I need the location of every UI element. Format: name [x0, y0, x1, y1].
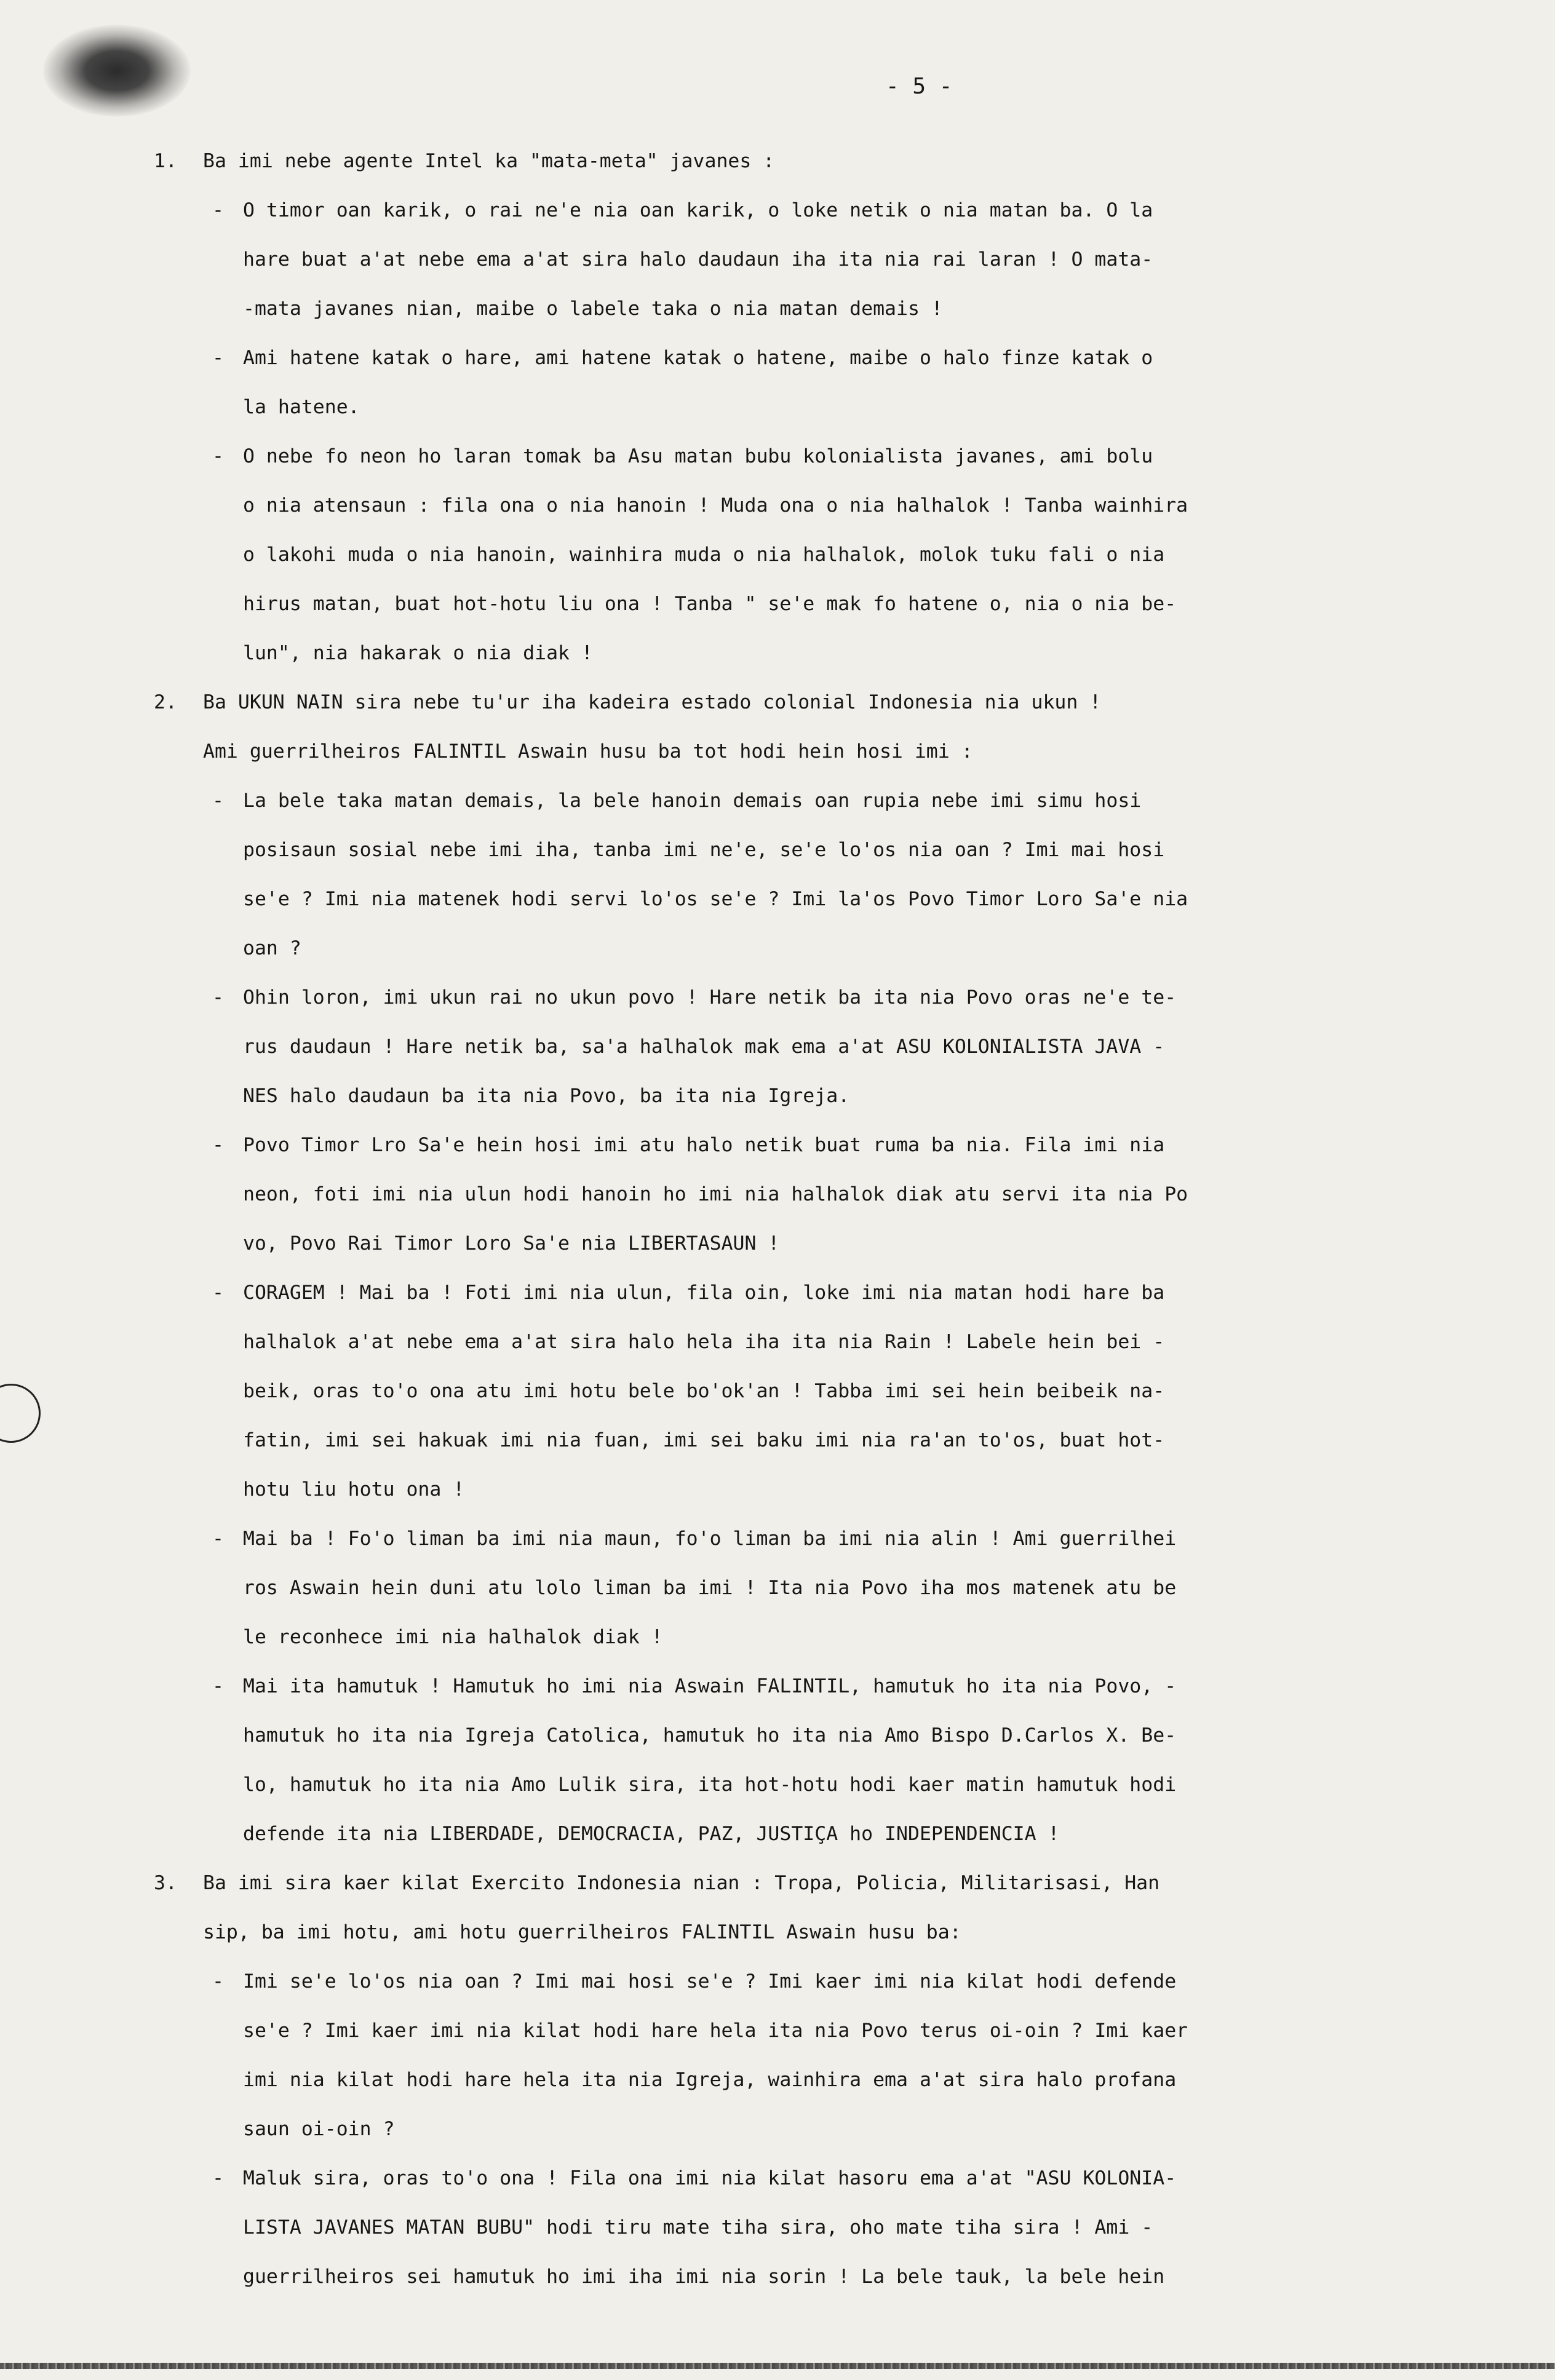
section-number: 1.	[154, 150, 177, 172]
section-heading-text: Ba UKUN NAIN sira nebe tu'ur iha kadeira estado colonial Indonesia nia ukun !	[203, 691, 1102, 713]
document-body	[154, 137, 1507, 2301]
punch-hole-mark	[0, 1384, 41, 1443]
text-line: -mata javanes nian, maibe o labele taka o nia matan demais !	[243, 298, 943, 320]
text-line: neon, foti imi nia ulun hodi hanoin ho imi nia halhalok diak atu servi ita nia Po	[243, 1183, 1188, 1205]
bullet-paragraph	[154, 776, 1507, 973]
text-line: se'e ? Imi kaer imi nia kilat hodi hare hela ita nia Povo terus oi-oin ? Imi kaer	[243, 2020, 1188, 2042]
text-line: CORAGEM ! Mai ba ! Foti imi nia ulun, fila oin, loke imi nia matan hodi hare ba	[243, 1282, 1165, 1304]
text-line: La bele taka matan demais, la bele hanoin demais oan rupia nebe imi simu hosi	[243, 790, 1142, 812]
text-line: defende ita nia LIBERDADE, DEMOCRACIA, PAZ, JUSTIÇA ho INDEPENDENCIA !	[243, 1823, 1060, 1845]
text-line: saun oi-oin ?	[243, 2118, 395, 2140]
text-line: hare buat a'at nebe ema a'at sira halo daudaun iha ita nia rai laran ! O mata-	[243, 248, 1153, 271]
text-line: LISTA JAVANES MATAN BUBU" hodi tiru mate tiha sira, oho mate tiha sira ! Ami -	[243, 2216, 1153, 2239]
bullet-dash-icon: -	[212, 1528, 224, 1550]
bullet-dash-icon: -	[212, 1970, 224, 1993]
text-line: lun", nia hakarak o nia diak !	[243, 642, 593, 664]
section-heading	[154, 678, 1507, 727]
section-number: 2.	[154, 691, 177, 713]
section-heading-text: Ba imi sira kaer kilat Exercito Indonesia nian : Tropa, Policia, Militarisasi, Han	[203, 1872, 1160, 1894]
text-line: Mai ba ! Fo'o liman ba imi nia maun, fo'o liman ba imi nia alin ! Ami guerrilhei	[243, 1528, 1177, 1550]
bullet-paragraph	[154, 973, 1507, 1121]
text-line: rus daudaun ! Hare netik ba, sa'a halhalok mak ema a'at ASU KOLONIALISTA JAVA -	[243, 1036, 1165, 1058]
text-line: o nia atensaun : fila ona o nia hanoin ! Muda ona o nia halhalok ! Tanba wainhira	[243, 494, 1188, 517]
bullet-paragraph	[154, 1121, 1507, 1268]
bullet-dash-icon: -	[212, 2167, 224, 2189]
bullet-dash-icon: -	[212, 199, 224, 221]
text-line: beik, oras to'o ona atu imi hotu bele bo'ok'an ! Tabba imi sei hein beibeik na-	[243, 1380, 1165, 1402]
bullet-dash-icon: -	[212, 1134, 224, 1156]
text-line: Ohin loron, imi ukun rai no ukun povo ! Hare netik ba ita nia Povo oras ne'e te-	[243, 986, 1177, 1009]
bullet-paragraph	[154, 333, 1507, 432]
page-number: - 5 -	[886, 74, 953, 99]
text-line: Imi se'e lo'os nia oan ? Imi mai hosi se'e ? Imi kaer imi nia kilat hodi defende	[243, 1970, 1177, 1993]
bullet-dash-icon: -	[212, 347, 224, 369]
bullet-dash-icon: -	[212, 790, 224, 812]
bullet-dash-icon: -	[212, 1675, 224, 1697]
text-line: o lakohi muda o nia hanoin, wainhira muda o nia halhalok, molok tuku fali o nia	[243, 544, 1165, 566]
bullet-dash-icon: -	[212, 445, 224, 467]
bullet-paragraph	[154, 1514, 1507, 1662]
text-line: hotu liu hotu ona !	[243, 1478, 465, 1501]
section-subheading	[154, 727, 1507, 776]
bullet-paragraph	[154, 432, 1507, 678]
text-line: lo, hamutuk ho ita nia Amo Lulik sira, ita hot-hotu hodi kaer matin hamutuk hodi	[243, 1774, 1177, 1796]
section-3	[154, 1858, 1507, 2301]
bullet-paragraph	[154, 186, 1507, 333]
bullet-paragraph	[154, 1662, 1507, 1858]
section-subheading-text: Ami guerrilheiros FALINTIL Aswain husu ba tot hodi hein hosi imi :	[203, 740, 973, 763]
text-line: fatin, imi sei hakuak imi nia fuan, imi sei baku imi nia ra'an to'os, buat hot-	[243, 1429, 1165, 1451]
text-line: Maluk sira, oras to'o ona ! Fila ona imi nia kilat hasoru ema a'at "ASU KOLONIA-	[243, 2167, 1177, 2189]
bullet-dash-icon: -	[212, 1282, 224, 1304]
bullet-paragraph	[154, 1957, 1507, 2154]
text-line: hamutuk ho ita nia Igreja Catolica, hamutuk ho ita nia Amo Bispo D.Carlos X. Be-	[243, 1724, 1177, 1747]
text-line: NES halo daudaun ba ita nia Povo, ba ita nia Igreja.	[243, 1085, 850, 1107]
text-line: guerrilheiros sei hamutuk ho imi iha imi nia sorin ! La bele tauk, la bele hein	[243, 2266, 1165, 2288]
text-line: le reconhece imi nia halhalok diak !	[243, 1626, 663, 1648]
section-heading	[154, 137, 1507, 186]
section-subheading-text: sip, ba imi hotu, ami hotu guerrilheiros FALINTIL Aswain husu ba:	[203, 1921, 961, 1943]
section-heading-text: Ba imi nebe agente Intel ka "mata-meta" javanes :	[203, 150, 775, 172]
text-line: la hatene.	[243, 396, 360, 418]
bullet-paragraph	[154, 2154, 1507, 2301]
text-line: oan ?	[243, 937, 301, 959]
bullet-paragraph	[154, 1268, 1507, 1514]
text-line: imi nia kilat hodi hare hela ita nia Igreja, wainhira ema a'at sira halo profana	[243, 2069, 1177, 2091]
text-line: Povo Timor Lro Sa'e hein hosi imi atu halo netik buat ruma ba nia. Fila imi nia	[243, 1134, 1165, 1156]
section-subheading	[154, 1908, 1507, 1957]
text-line: O timor oan karik, o rai ne'e nia oan karik, o loke netik o nia matan ba. O la	[243, 199, 1153, 221]
text-line: Mai ita hamutuk ! Hamutuk ho imi nia Aswain FALINTIL, hamutuk ho ita nia Povo, -	[243, 1675, 1177, 1697]
section-1	[154, 137, 1507, 678]
bullet-dash-icon: -	[212, 986, 224, 1009]
text-line: hirus matan, buat hot-hotu liu ona ! Tanba " se'e mak fo hatene o, nia o nia be-	[243, 593, 1177, 615]
section-number: 3.	[154, 1872, 177, 1894]
text-line: halhalok a'at nebe ema a'at sira halo hela iha ita nia Rain ! Labele hein bei -	[243, 1331, 1165, 1353]
ink-stain	[43, 25, 191, 117]
text-line: vo, Povo Rai Timor Loro Sa'e nia LIBERTASAUN !	[243, 1232, 780, 1255]
section-2	[154, 678, 1507, 1858]
text-line: se'e ? Imi nia matenek hodi servi lo'os se'e ? Imi la'os Povo Timor Loro Sa'e nia	[243, 888, 1188, 910]
text-line: Ami hatene katak o hare, ami hatene katak o hatene, maibe o halo finze katak o	[243, 347, 1153, 369]
text-line: ros Aswain hein duni atu lolo liman ba imi ! Ita nia Povo iha mos matenek atu be	[243, 1577, 1177, 1599]
text-line: posisaun sosial nebe imi iha, tanba imi ne'e, se'e lo'os nia oan ? Imi mai hosi	[243, 839, 1165, 861]
text-line: O nebe fo neon ho laran tomak ba Asu matan bubu kolonialista javanes, ami bolu	[243, 445, 1153, 467]
section-heading	[154, 1858, 1507, 1908]
scan-edge-border	[0, 2363, 1555, 2369]
